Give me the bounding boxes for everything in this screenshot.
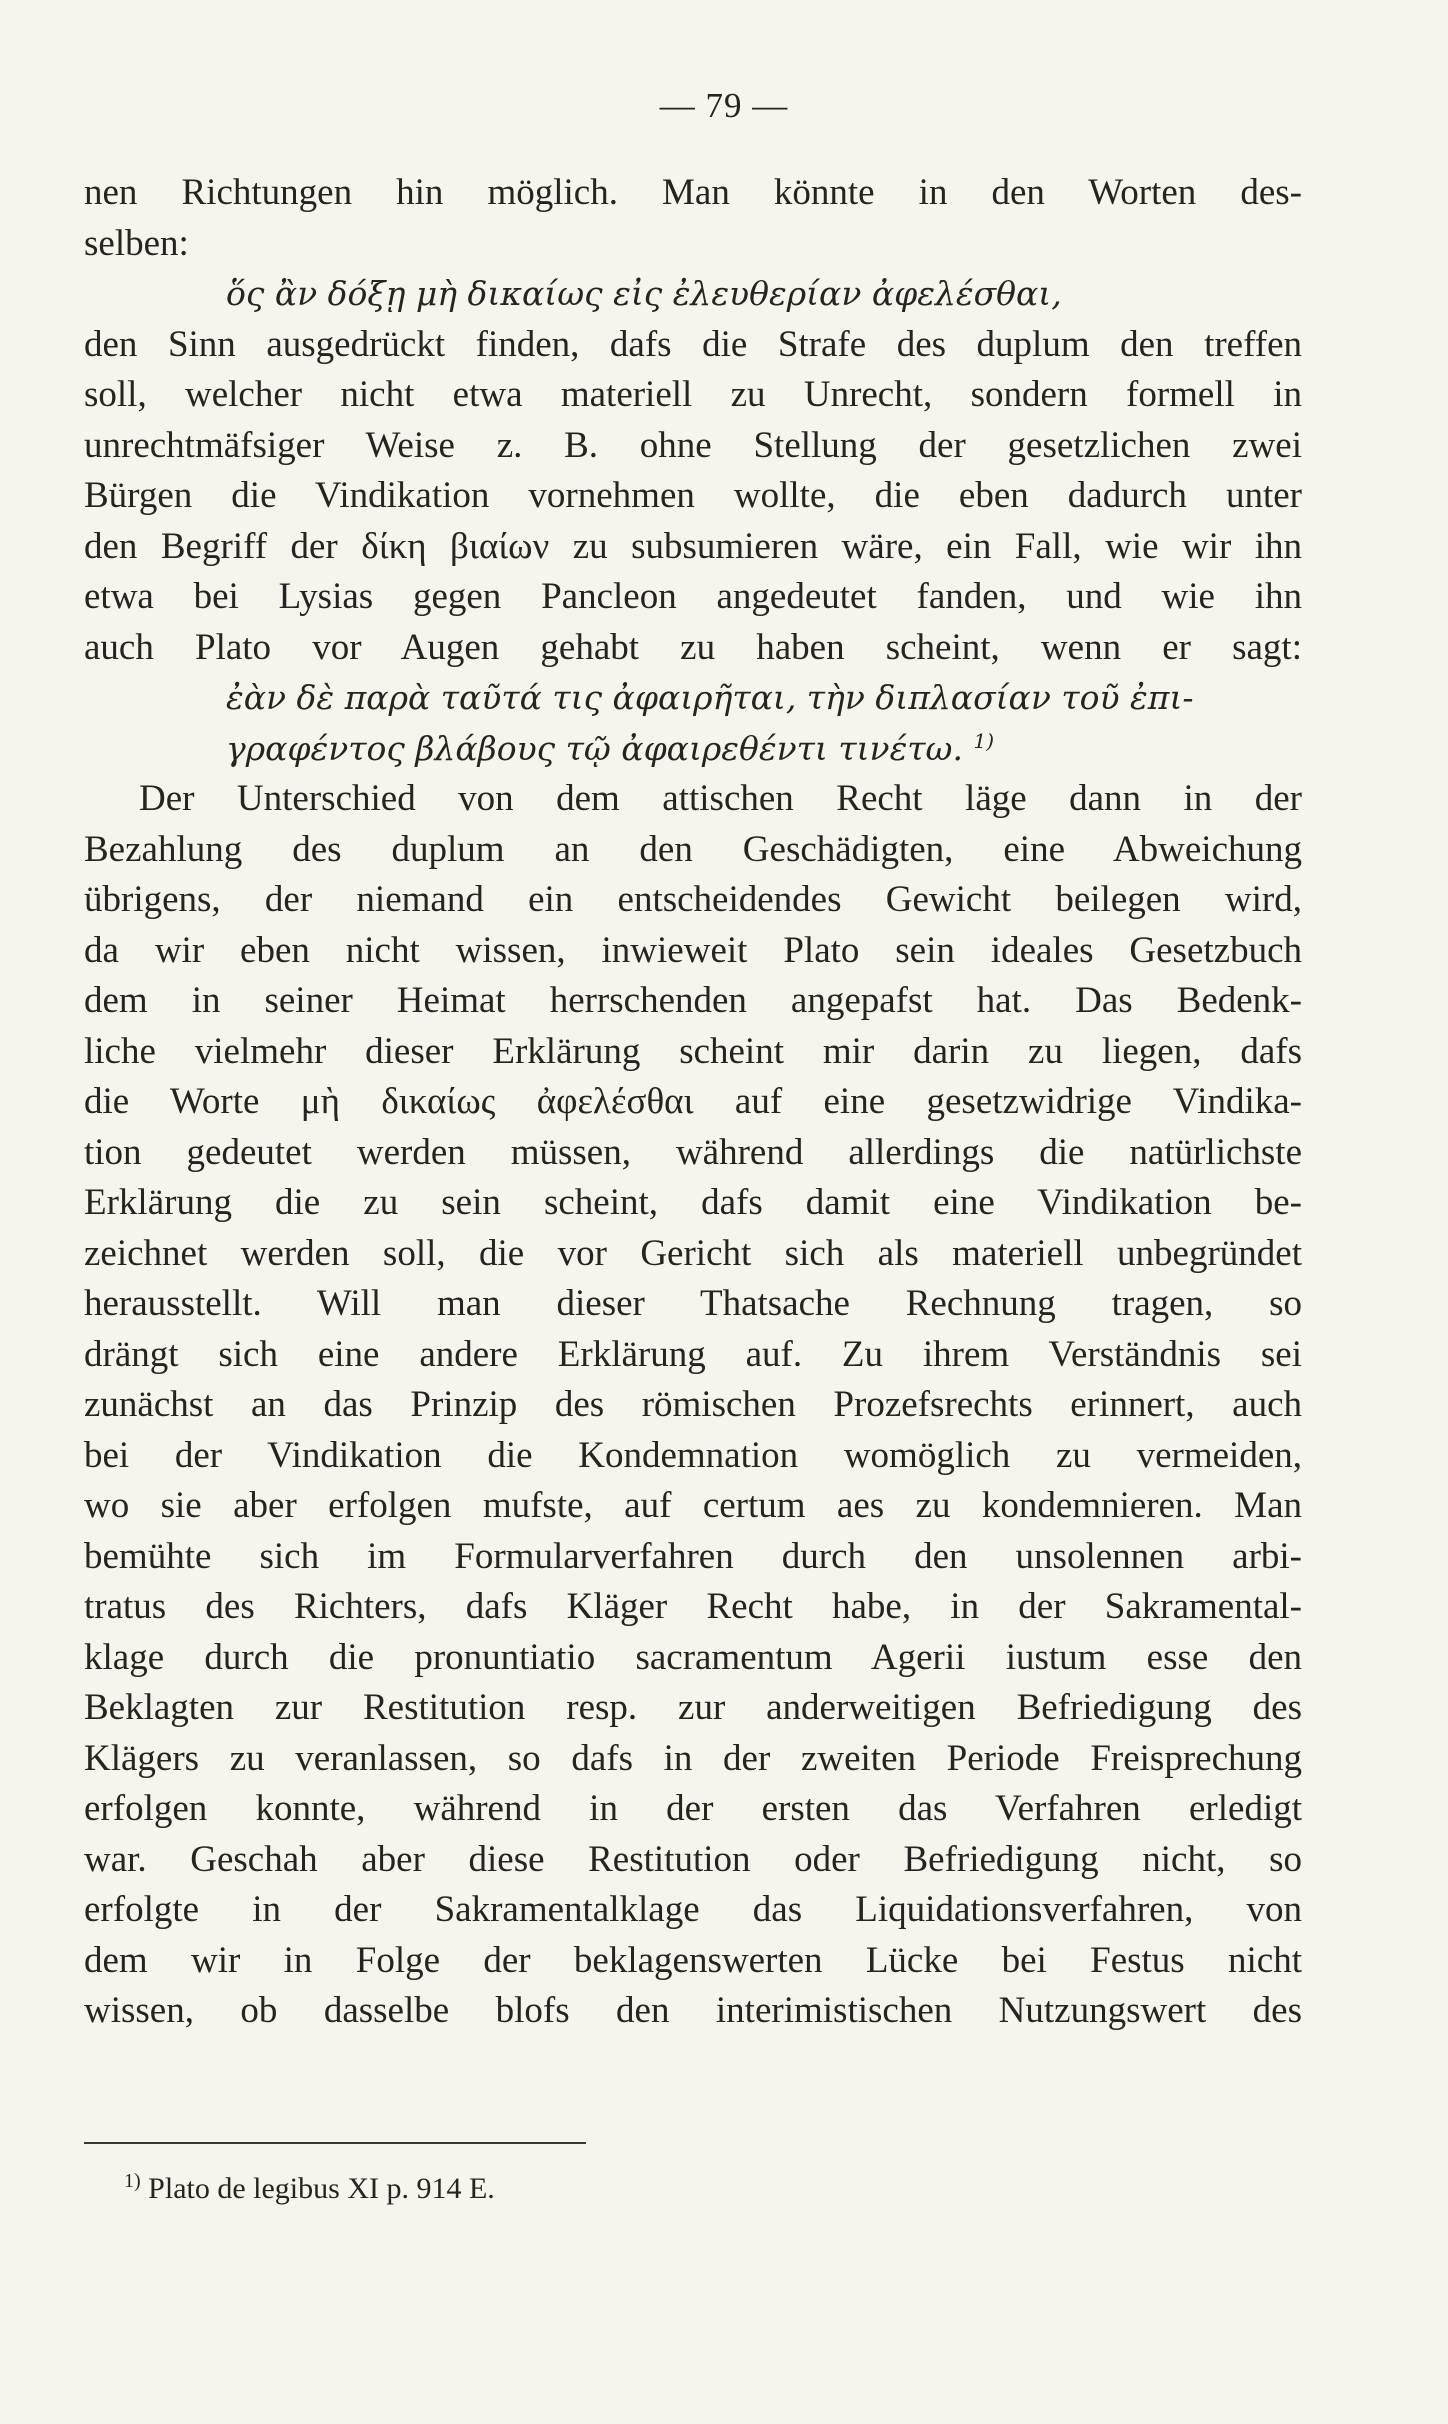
text-line: die Worte μὴ δικαίως ἀφελέσθαι auf eine gesetzwidrige Vindika- [84,1081,1302,1122]
text-line: war. Geschah aber diese Restitution oder Befriedigung nicht, so [84,1838,1302,1880]
footnote [124,2172,495,2206]
text-line: zunächst an das Prinzip des römischen Prozefsrechts erinnert, auch [84,1384,1302,1425]
text-line: herausstellt. Will man dieser Thatsache Rechnung tragen, so [84,1283,1302,1324]
text-line: tratus des Richters, dafs Kläger Recht habe, in der Sakramental- [84,1586,1302,1627]
greek-quote-text: γραφέντος βλάβους τῷ ἀφαιρεθέντι τινέτω. [226,728,963,768]
page-number: — 79 — [659,86,789,125]
text-line: Erklärung die zu sein scheint, dafs damit eine Vindikation be- [84,1182,1302,1223]
text-line: übrigens, der niemand ein entscheidendes Gewicht beilegen wird, [84,879,1302,920]
text-line: erfolgte in der Sakramentalklage das Liquidationsverfahren, von [84,1889,1302,1930]
text-line: liche vielmehr dieser Erklärung scheint mir darin zu liegen, dafs [84,1030,1302,1072]
text-line: Bürgen die Vindikation vornehmen wollte, die eben dadurch unter [84,475,1302,516]
text-line: bei der Vindikation die Kondemnation womöglich zu vermeiden, [84,1434,1302,1476]
footnote-marker: 1) [124,2170,141,2192]
footnote-divider [84,2142,586,2144]
text-line: bemühte sich im Formularverfahren durch den unsolennen arbi- [84,1535,1302,1577]
text-line: da wir eben nicht wissen, inwieweit Plato sein ideales Gesetzbuch [84,929,1302,971]
text-line: soll, welcher nicht etwa materiell zu Unrecht, sondern formell in [84,374,1302,415]
text-line: Bezahlung des duplum an den Geschädigten, eine Abweichung [84,828,1302,870]
text-line: drängt sich eine andere Erklärung auf. Zu ihrem Verständnis sei [84,1333,1302,1375]
footnote-reference: 1) [973,728,994,753]
text-line: etwa bei Lysias gegen Pancleon angedeutet fanden, und wie ihn [84,576,1302,617]
text-line: selben: [84,222,189,264]
text-line: wissen, ob dasselbe blofs den interimistischen Nutzungswert des [84,1990,1302,2031]
text-line: auch Plato vor Augen gehabt zu haben scheint, wenn er sagt: [84,626,1302,668]
body-text [84,168,1302,2037]
greek-quote-line [84,724,1302,775]
text-line: dem in seiner Heimat herrschenden angepafst hat. Das Bedenk- [84,980,1302,1021]
text-line: klage durch die pronuntiatio sacramentum Agerii iustum esse den [84,1636,1302,1678]
text-line: den Sinn ausgedrückt finden, dafs die Strafe des duplum den treffen [84,323,1302,365]
text-line: dem wir in Folge der beklagenswerten Lücke bei Festus nicht [84,1939,1302,1981]
footnote-text: Plato de legibus XI p. 914 E. [148,2172,495,2205]
greek-quote-line: ἐὰν δὲ παρὰ ταῦτά τις ἀφαιρῆται, τὴν διπλασίαν τοῦ ἐπι- [226,678,1194,717]
text-line: Der Unterschied von dem attischen Recht läge dann in der [139,778,1302,819]
text-line: den Begriff der δίκη βιαίων zu subsumieren wäre, ein Fall, wie wir ihn [84,525,1302,567]
text-line: unrechtmäfsiger Weise z. B. ohne Stellung der gesetzlichen zwei [84,424,1302,466]
text-line: zeichnet werden soll, die vor Gericht sich als materiell unbegründet [84,1232,1302,1274]
text-line: Klägers zu veranlassen, so dafs in der zweiten Periode Freisprechung [84,1737,1302,1779]
greek-quote-line: ὅς ἂν δόξῃ μὴ δικαίως εἰς ἐλευθερίαν ἀφελέσθαι, [226,274,1062,313]
text-line: erfolgen konnte, während in der ersten das Verfahren erledigt [84,1788,1302,1829]
text-line: nen Richtungen hin möglich. Man könnte in den Worten des- [84,172,1302,213]
text-line: tion gedeutet werden müssen, während allerdings die natürlichste [84,1131,1302,1173]
text-line: Beklagten zur Restitution resp. zur anderweitigen Befriedigung des [84,1687,1302,1728]
text-line: wo sie aber erfolgen mufste, auf certum aes zu kondemnieren. Man [84,1485,1302,1526]
